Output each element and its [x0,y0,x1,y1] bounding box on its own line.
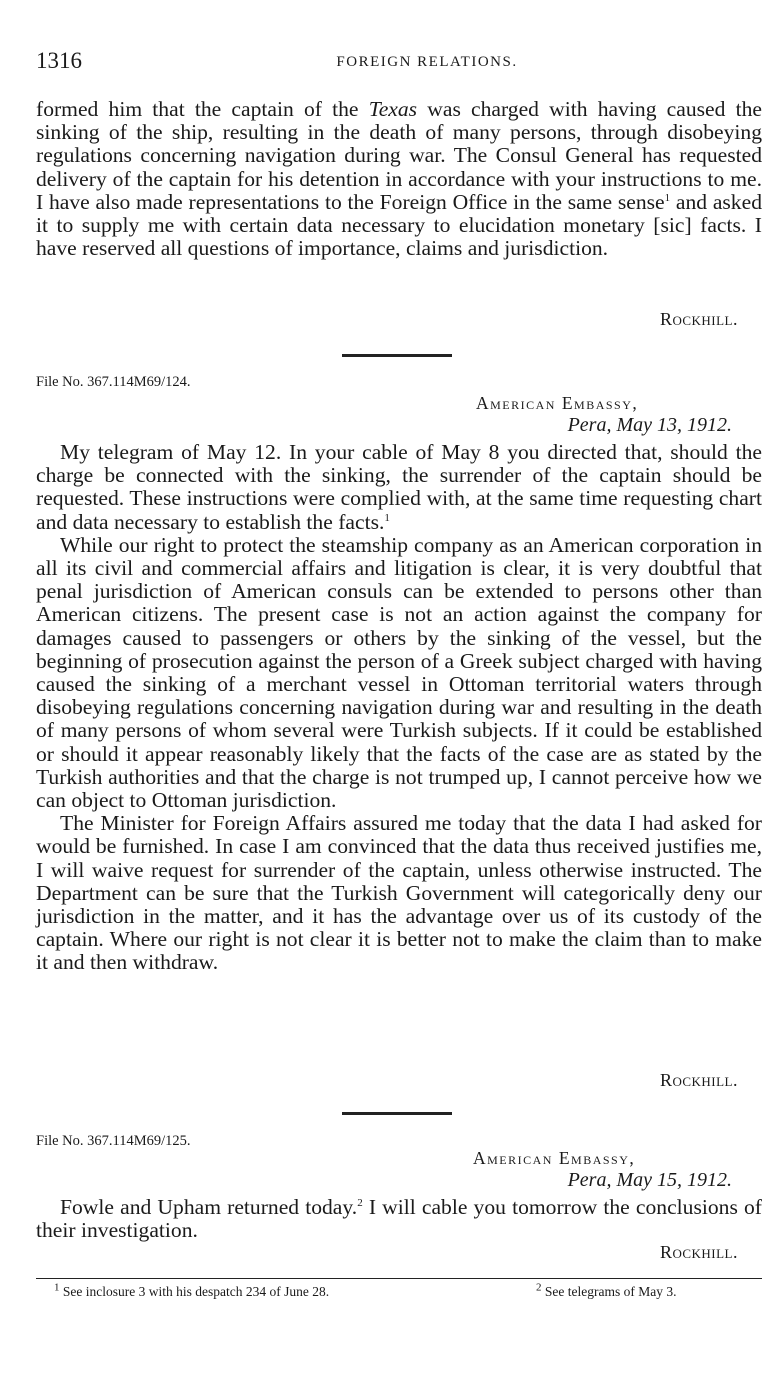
body-paragraph [36,1196,762,1242]
running-title: FOREIGN RELATIONS. [336,54,518,70]
file-number: File No. 367.114M69/124. [36,374,191,390]
continuation-text-3: and asked it to supply me with certain data necessary to elucidation monetary [sic] facts. I have reserved all questions of importance, claims and jurisdiction. [36,189,762,261]
paragraph-text: I will cable you tomorrow the conclusions of their investigation. [36,1195,762,1243]
paragraph-text: My telegram of May 12. In your cable of May 8 you directed that, should the charge be connected with the sinking, the surrender of the captain should be requested. These instructions were complied with, at the same time requesting chart and data necessary to establish the facts. [36,440,762,534]
body-paragraph [36,441,762,534]
page-number: 1316 [36,48,82,73]
signature-2: Rockhill. [659,1070,738,1090]
continuation-paragraph [36,98,762,260]
continuation-text-1: formed him that the captain of the [36,97,369,121]
footnote-ref: 1 [664,191,671,204]
section-divider [342,1112,452,1115]
body-paragraph: While our right to protect the steamship company as an American corporation in all its civil and commercial affairs and litigation is clear, it is very doubtful that penal jurisdiction of American consuls can be extended to persons other than American citizens. The present case is not an action against the company for damages caused to passengers or others by the sinking of the vessel, but the beginning of prosecution against the person of a Greek subject charged with having caused the sinking of a merchant vessel in Ottoman territorial waters through disobeying regulations concerning navigation during war and resulting in the death of many persons of whom several were Turkish subjects. If it could be established or should it appear reasonably likely that the facts of the case are as stated by the Turkish authorities and that the charge is not trumped up, I cannot perceive how we can object to Ottoman jurisdiction. [36,532,762,813]
signature-1: Rockhill. [659,309,738,329]
file-number: File No. 367.114M69/125. [36,1133,191,1149]
footnote-text: See inclosure 3 with his despatch 234 of June 28. [62,1284,330,1299]
footnote-mark: 1 [54,1281,60,1294]
body-paragraph: The Minister for Foreign Affairs assured me today that the data I had asked for would be furnished. In case I am convinced that the data thus received justifies me, I will waive request for surrender of the captain, unless otherwise instructed. The Department can be sure that the Turkish Government will categorically deny our jurisdiction in the matter, and it has the advantage over us of its custody of the captain. Where our right is not clear it is better not to make the claim than to make it and then withdraw. [36,811,762,975]
paragraph-text: Fowle and Upham returned today. [60,1195,358,1219]
continuation-text-2: was charged with having caused the sinking of the ship, resulting in the death of many persons, through disobeying regulations concerning navigation during war. The Consul General has requested delivery of the captain for his detention in accordance with your instructions to me. I have also made representations to the Foreign Office in the same sense [36,97,762,214]
footnote-mark: 2 [536,1281,542,1294]
place-date: Pera, May 15, 1912. [567,1169,732,1191]
footnote-ref: 2 [357,1196,363,1209]
footnote-rule [36,1278,762,1279]
embassy-heading: American Embassy, [473,1148,636,1168]
signature-3: Rockhill. [659,1242,738,1262]
footnote-ref: 1 [384,511,390,524]
embassy-heading: American Embassy, [476,393,639,413]
ship-name: Texas [368,97,418,121]
section-divider [342,354,452,357]
footnote-text: See telegrams of May 3. [544,1284,677,1299]
footnote-2 [536,1281,677,1300]
doc1-body [36,441,762,975]
place-date: Pera, May 13, 1912. [567,414,732,436]
footnote-1 [54,1281,330,1300]
page-header [36,48,762,82]
